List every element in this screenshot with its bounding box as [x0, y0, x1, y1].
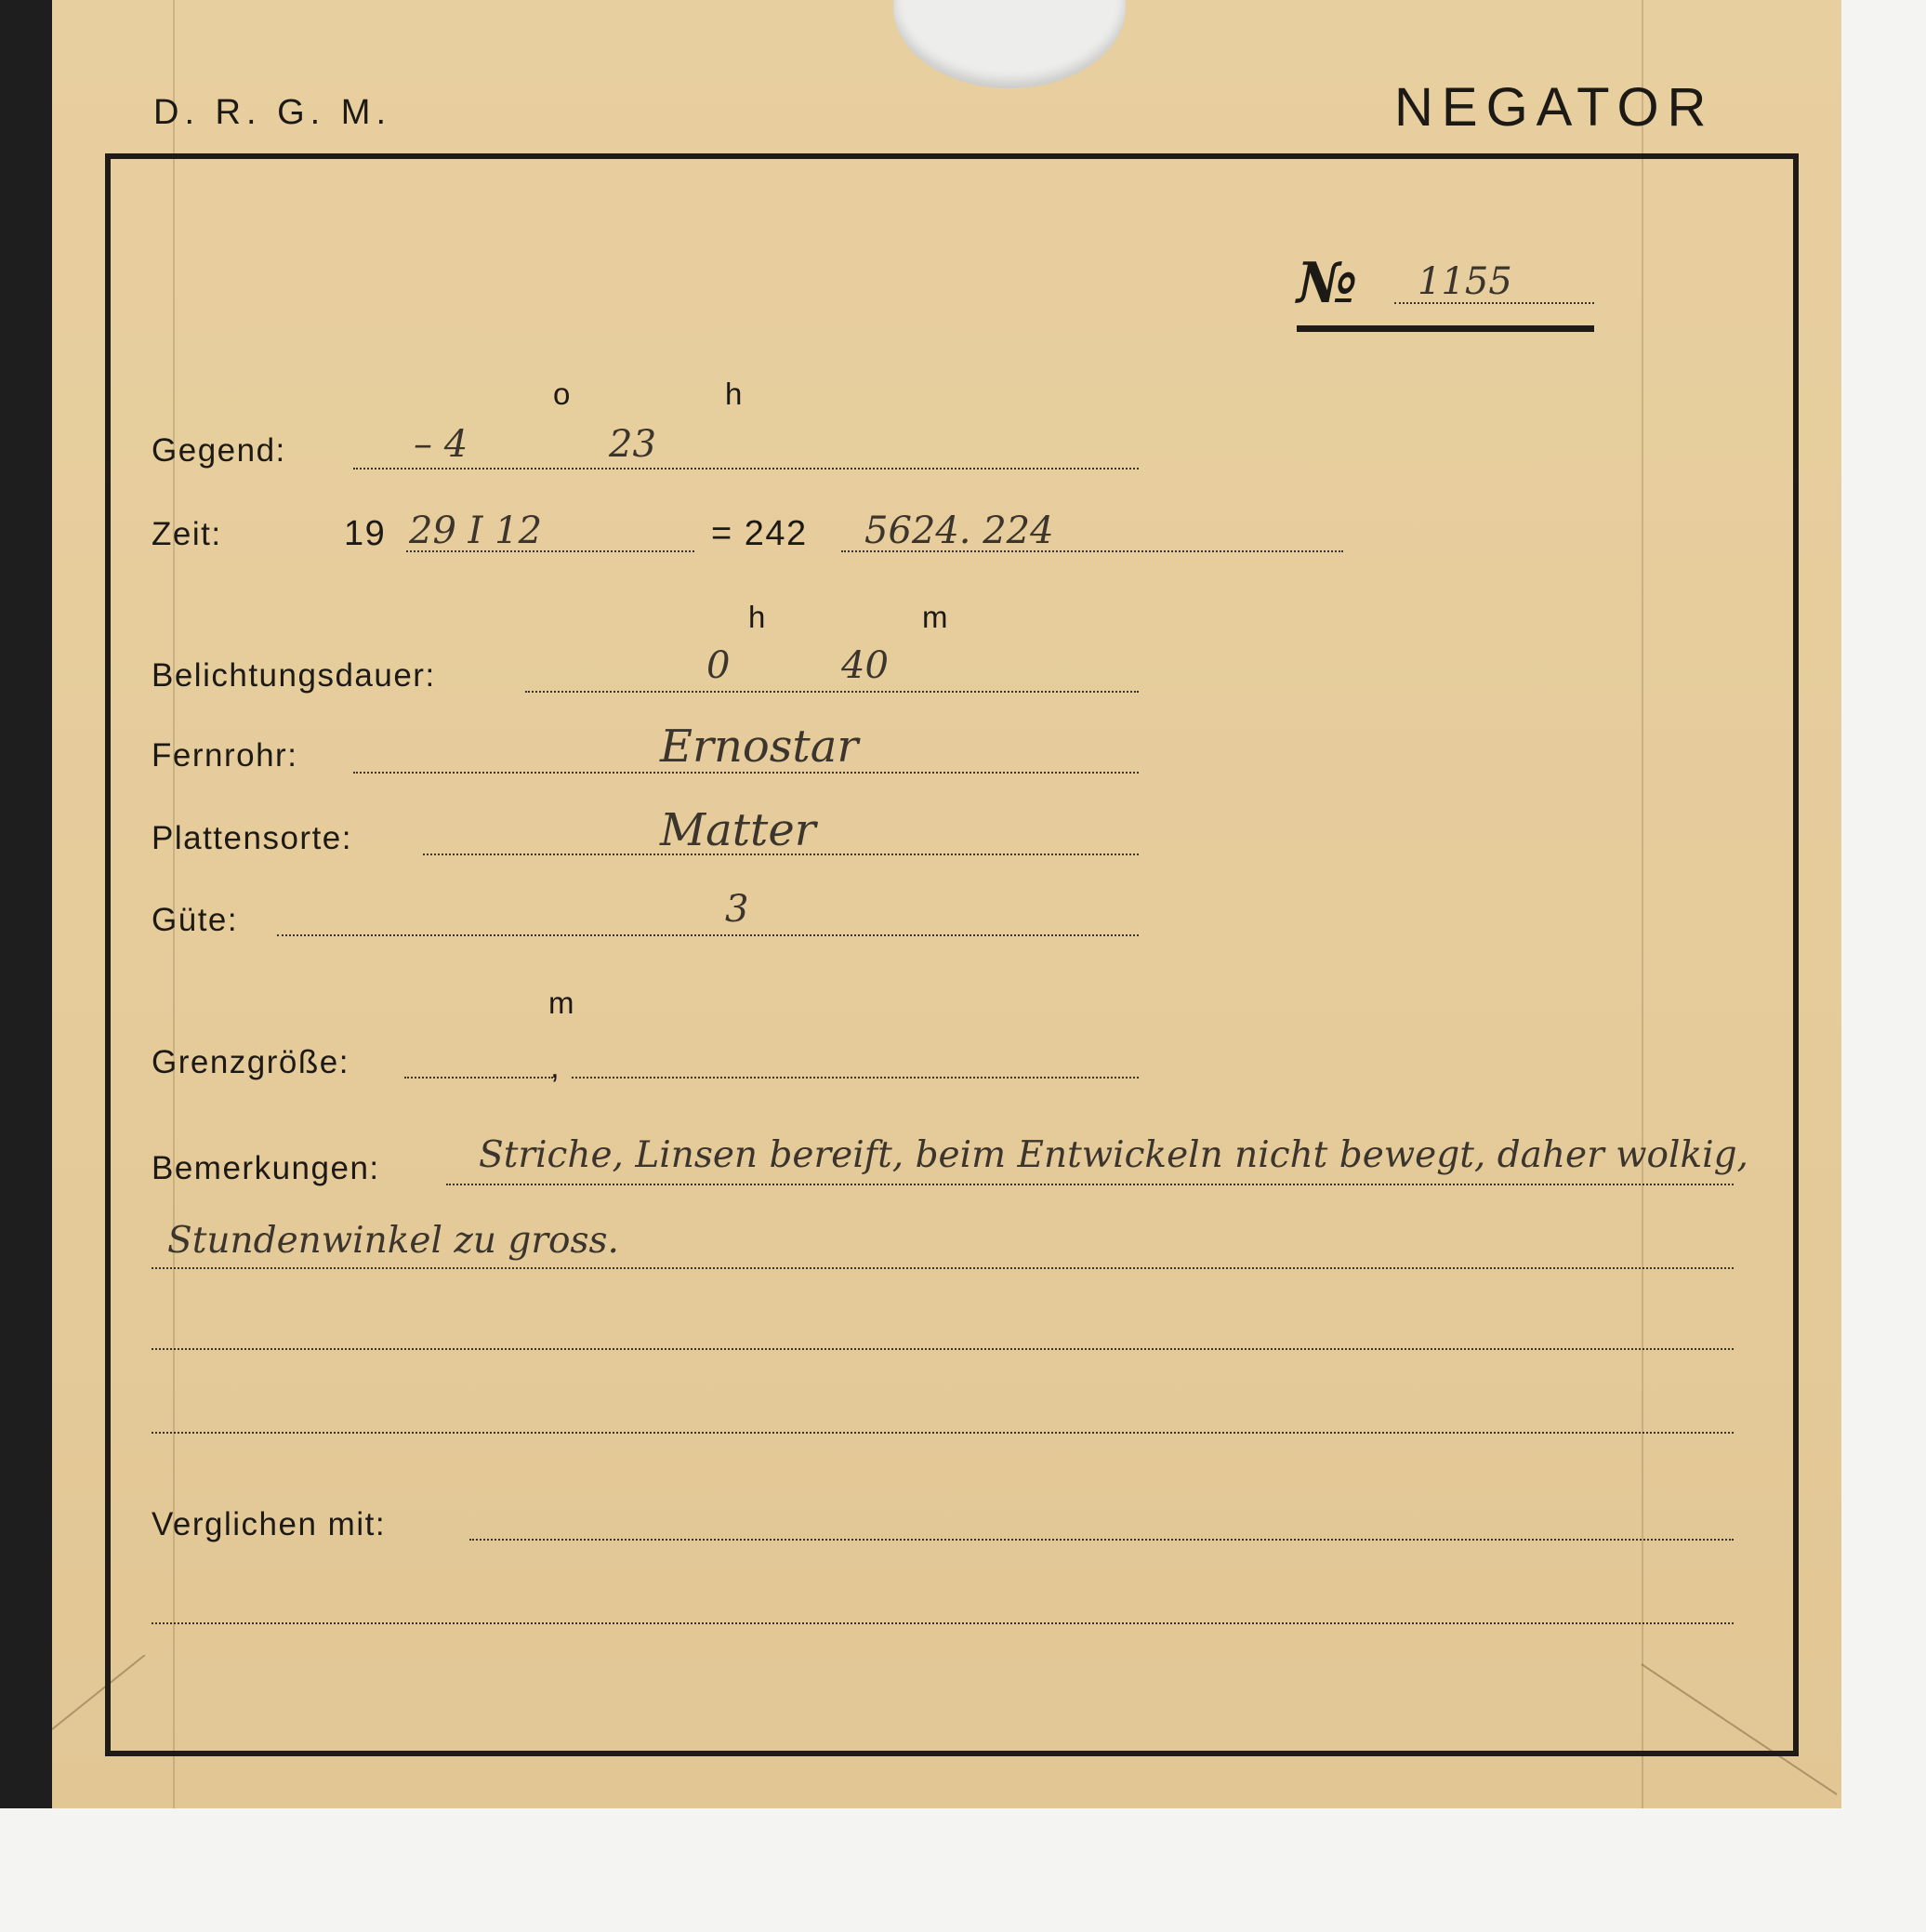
zeit-label: Zeit: [152, 516, 222, 552]
envelope-title: NEGATOR [1394, 77, 1715, 138]
patent-mark: D. R. G. M. [153, 93, 391, 132]
gegend-unit-hour: h [725, 377, 743, 411]
belichtung-dotted-line [525, 691, 1139, 693]
grenzgroesse-label: Grenzgröße: [152, 1044, 350, 1080]
gegend-unit-degree: o [553, 377, 571, 411]
bemerkungen-dotted-line-2 [152, 1267, 1734, 1269]
bemerkungen-line-2: Stundenwinkel zu gross. [167, 1220, 619, 1262]
belichtung-value-1: 0 [706, 644, 731, 687]
grenzgroesse-dotted-line-1 [404, 1077, 553, 1078]
grenzgroesse-comma: , [550, 1049, 561, 1085]
bemerkungen-line-1: Striche, Linsen bereift, beim Entwickeln nicht bewegt, daher wolkig, [479, 1134, 1748, 1176]
gegend-label: Gegend: [152, 432, 286, 469]
grenz-unit-magnitude: m [548, 986, 574, 1020]
zeit-date: 29 I 12 [409, 509, 543, 552]
thumb-notch [893, 0, 1126, 88]
bemerkungen-dotted-line-3 [152, 1348, 1734, 1350]
gegend-dotted-line [353, 468, 1139, 470]
gegend-value-1: – 4 [414, 423, 468, 466]
zeit-julian-day: 5624. 224 [864, 509, 1054, 552]
number-sign: № [1297, 251, 1358, 316]
guete-value: 3 [725, 888, 749, 931]
zeit-jd-dotted-line [841, 550, 1343, 552]
number-underline [1297, 325, 1594, 332]
grenzgroesse-dotted-line-2 [572, 1077, 1139, 1078]
verglichen-dotted-line-1 [469, 1539, 1734, 1541]
belichtung-value-2: 40 [841, 644, 889, 687]
gegend-value-2: 23 [609, 423, 656, 466]
fernrohr-label: Fernrohr: [152, 737, 298, 774]
plate-number: 1155 [1418, 260, 1512, 303]
bemerkungen-dotted-line-1 [446, 1184, 1734, 1185]
plattensorte-value: Matter [660, 804, 816, 856]
zeit-date-dotted-line [406, 550, 694, 552]
guete-label: Güte: [152, 902, 239, 938]
belichtung-unit-minute: m [922, 600, 948, 634]
binding-strip [0, 0, 52, 1808]
zeit-jd-prefix: = 242 [711, 514, 808, 553]
guete-dotted-line [277, 934, 1139, 936]
bemerkungen-label: Bemerkungen: [152, 1150, 380, 1186]
bemerkungen-dotted-line-4 [152, 1432, 1734, 1434]
belichtung-unit-hour: h [748, 600, 766, 634]
fernrohr-value: Ernostar [660, 721, 859, 773]
plattensorte-label: Plattensorte: [152, 820, 352, 856]
verglichen-label: Verglichen mit: [152, 1506, 387, 1542]
verglichen-dotted-line-2 [152, 1622, 1734, 1624]
zeit-prefix: 19 [344, 514, 387, 553]
number-dotted-line [1394, 302, 1594, 304]
belichtung-label: Belichtungsdauer: [152, 657, 436, 694]
